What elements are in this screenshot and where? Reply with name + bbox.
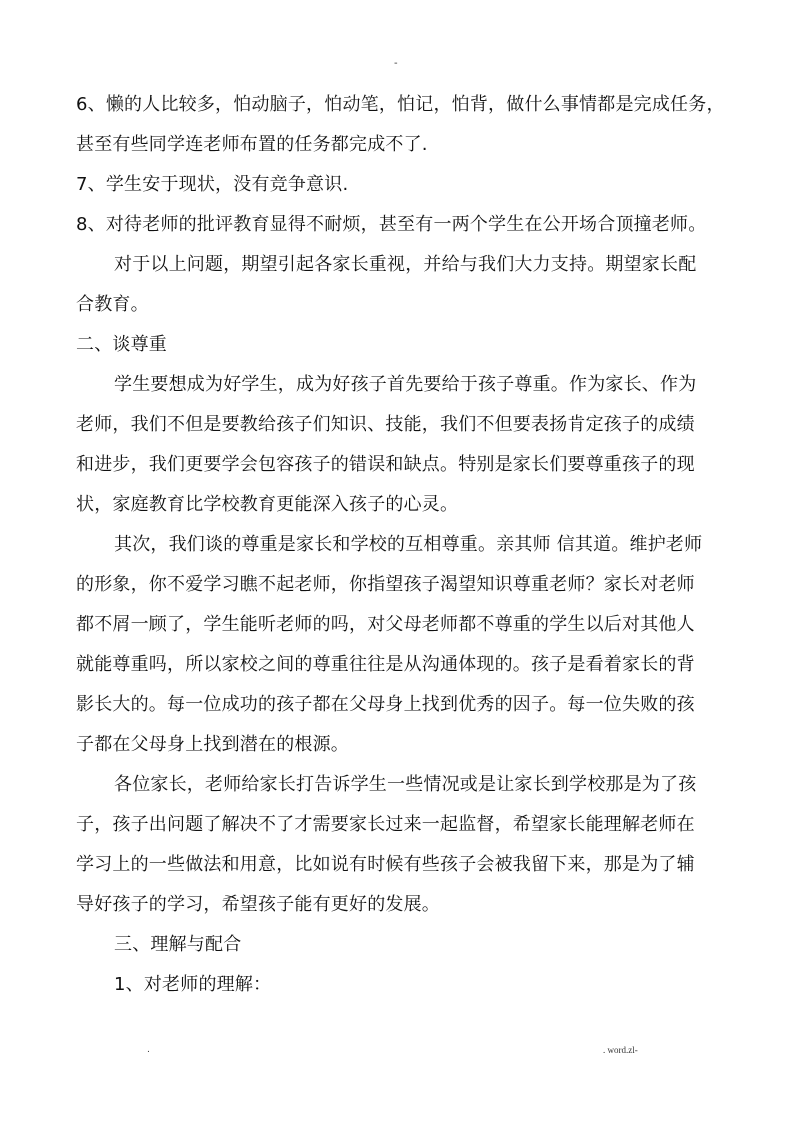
document-body (76, 85, 726, 1005)
footer-left-mark: . (147, 1045, 150, 1055)
list-item-8: 8、对待老师的批评教育显得不耐烦，甚至有一两个学生在公开场合顶撞老师。 (76, 214, 707, 235)
paragraph-respect-line-1: 学生要想成为好学生，成为好孩子首先要给于孩子尊重。作为家长、作为 (114, 374, 697, 395)
paragraph-parents-line-2: 子，孩子出问题了解决不了才需要家长过来一起监督，希望家长能理解老师在 (76, 814, 695, 835)
footer-right-mark: . word.zl- (603, 1045, 638, 1055)
paragraph-respect-line-2: 老师，我们不但是要教给孩子们知识、技能，我们不但要表扬肯定孩子的成绩 (76, 414, 695, 435)
section-heading-respect: 二、谈尊重 (76, 334, 167, 355)
paragraph-parents-line-3: 学习上的一些做法和用意，比如说有时候有些孩子会被我留下来，那是为了辅 (76, 854, 695, 875)
paragraph-mutual-respect-line-5: 影长大的。每一位成功的孩子都在父母身上找到优秀的因子。每一位失败的孩 (76, 694, 695, 715)
subheading-teacher-understanding: 1、对老师的理解： (114, 974, 272, 995)
paragraph-respect-line-3: 和进步，我们更要学会包容孩子的错误和缺点。特别是家长们要尊重孩子的现 (76, 454, 695, 475)
paragraph-mutual-respect-line-2: 的形象，你不爱学习瞧不起老师，你指望孩子渴望知识尊重老师？家长对老师 (76, 574, 695, 595)
list-item-6-line-1: 6、懒的人比较多，怕动脑子，怕动笔，怕记，怕背，做什么事情都是完成任务， (76, 94, 725, 115)
paragraph-mutual-respect-line-6: 子都在父母身上找到潜在的根源。 (76, 734, 349, 755)
paragraph-mutual-respect-line-4: 就能尊重吗，所以家校之间的尊重往往是从沟通体现的。孩子是看着家长的背 (76, 654, 695, 675)
paragraph-mutual-respect-line-1: 其次，我们谈的尊重是家长和学校的互相尊重。亲其师 信其道。维护老师 (114, 534, 703, 555)
section-heading-understanding: 三、理解与配合 (114, 934, 242, 955)
paragraph-respect-line-4: 状，家庭教育比学校教育更能深入孩子的心灵。 (76, 494, 459, 515)
list-item-6-line-2: 甚至有些同学连老师布置的任务都完成不了. (76, 134, 428, 155)
list-item-7: 7、学生安于现状，没有竞争意识. (76, 174, 349, 195)
paragraph-expectation-line-2: 合教育。 (76, 294, 149, 315)
page-header-mark: - (394, 58, 398, 69)
paragraph-mutual-respect-line-3: 都不屑一顾了，学生能听老师的吗，对父母老师都不尊重的学生以后对其他人 (76, 614, 695, 635)
paragraph-parents-line-1: 各位家长，老师给家长打告诉学生一些情况或是让家长到学校那是为了孩 (114, 774, 697, 795)
paragraph-expectation-line-1: 对于以上问题，期望引起各家长重视，并给与我们大力支持。期望家长配 (114, 254, 697, 275)
paragraph-parents-line-4: 导好孩子的学习，希望孩子能有更好的发展。 (76, 894, 440, 915)
